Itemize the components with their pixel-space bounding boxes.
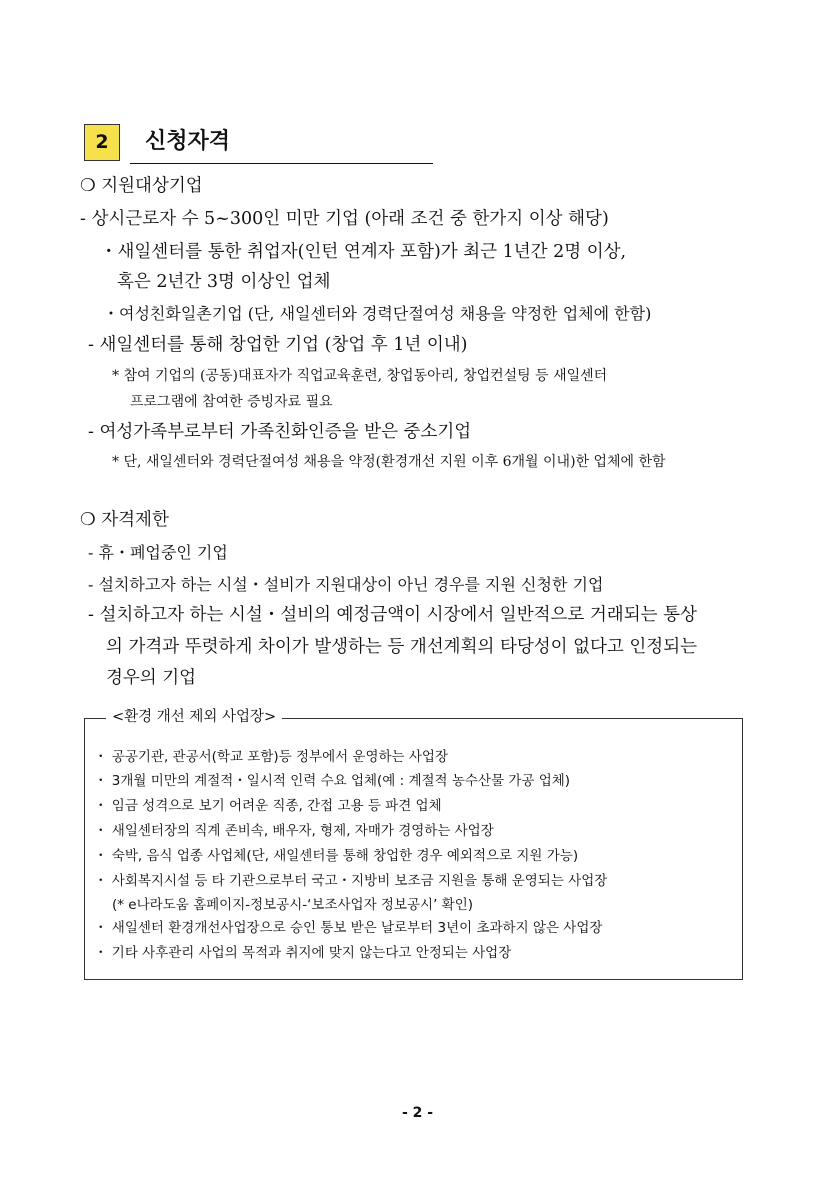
exclusion-item: ・ 3개월 미만의 계절적・일시적 인력 수요 업체(예 : 계절적 농수산물 가공 업체) — [94, 773, 571, 789]
restriction-line-ineligible: - 설치하고자 하는 시설・설비가 지원대상이 아닌 경우를 지원 신청한 기업 — [88, 575, 604, 594]
exclusion-item: ・ 숙박, 음식 업종 사업체(단, 새일센터를 통해 창업한 경우 예외적으로 지원 가능) — [94, 848, 579, 864]
eligible-line-startup: - 새일센터를 통해 창업한 기업 (창업 후 1년 이내) — [88, 335, 468, 355]
exclusion-item-note: (* e나라도움 홈페이지-정보공시-‘보조사업자 정보공시’ 확인) — [112, 897, 474, 913]
eligible-line-hires-cont: 혹은 2년간 3명 이상인 업체 — [117, 272, 331, 292]
eligible-note-startup: * 참여 기업의 (공동)대표자가 직업교육훈련, 창업동아리, 창업컨설팅 등 새일센터 — [112, 368, 608, 384]
restriction-line-price-end: 경우의 기업 — [106, 668, 197, 688]
exclusion-title: <환경 개선 제외 사업장> — [106, 706, 282, 728]
exclusion-item: ・ 기타 사후관리 사업의 목적과 취지에 맞지 않는다고 안정되는 사업장 — [94, 945, 512, 961]
eligible-heading: ❍ 지원대상기업 — [80, 176, 203, 196]
restriction-line-price-cont: 의 가격과 뚜렷하게 차이가 발생하는 등 개선계획의 타당성이 없다고 인정되는 — [106, 637, 698, 657]
restriction-heading: ❍ 자격제한 — [80, 510, 169, 530]
restriction-line-closed: - 휴・폐업중인 기업 — [88, 543, 228, 562]
page-number: - 2 - — [401, 1105, 434, 1121]
exclusion-item: ・ 새일센터 환경개선사업장으로 승인 통보 받은 날로부터 3년이 초과하지 않은 사업장 — [94, 920, 603, 936]
section-number: 2 — [84, 124, 120, 161]
eligible-line-hires: ・새일센터를 통한 취업자(인턴 연계자 포함)가 최근 1년간 2명 이상, — [100, 242, 627, 262]
eligible-note-startup-cont: 프로그램에 참여한 증빙자료 필요 — [130, 394, 333, 410]
eligible-line-family-company: ・여성친화일촌기업 (단, 새일센터와 경력단절여성 채용을 약정한 업체에 한함) — [103, 304, 652, 323]
exclusion-item: ・ 사회복지시설 등 타 기관으로부터 국고・지방비 보조금 지원을 통해 운영되는 사업장 — [94, 873, 608, 889]
eligible-note-family-cert: * 단, 새일센터와 경력단절여성 채용을 약정(환경개선 지원 이후 6개월 이내)한 업체에 한함 — [112, 454, 666, 470]
title-underline — [130, 163, 433, 164]
exclusion-item: ・ 공공기관, 관공서(학교 포함)등 정부에서 운영하는 사업장 — [94, 749, 449, 765]
exclusion-item: ・ 새일센터장의 직계 존비속, 배우자, 형제, 자매가 경영하는 사업장 — [94, 823, 494, 839]
eligible-line-family-cert: - 여성가족부로부터 가족친화인증을 받은 중소기업 — [88, 422, 472, 442]
exclusion-item: ・ 임금 성격으로 보기 어려운 직종, 간접 고용 등 파견 업체 — [94, 798, 442, 814]
section-title: 신청자격 — [145, 129, 231, 154]
eligible-line-headcount: - 상시근로자 수 5~300인 미만 기업 (아래 조건 중 한가지 이상 해당) — [80, 209, 609, 229]
restriction-line-price: - 설치하고자 하는 시설・설비의 예정금액이 시장에서 일반적으로 거래되는 통상 — [88, 605, 697, 625]
